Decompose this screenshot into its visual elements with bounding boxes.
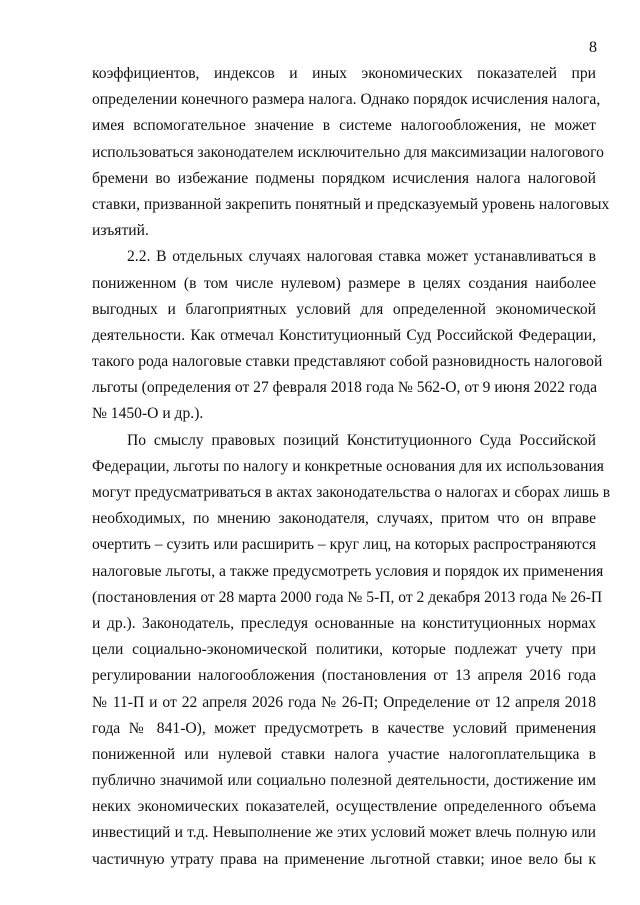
text-line: определении конечного размера налога. Однако порядок исчисления налога,: [92, 91, 601, 109]
text-line: пониженной или нулевой ставки налога участие налогоплательщика в: [92, 745, 596, 763]
text-line: льготы (определения от 27 февраля 2018 года № 562-О, от 9 июня 2022 года: [92, 379, 598, 397]
text-line: частичную утрату права на применение льготной ставки; иное вело бы к: [92, 850, 596, 868]
text-line: необходимых, по мнению законодателя, случаях, притом что он вправе: [92, 510, 596, 528]
text-line: изъятий.: [92, 222, 149, 240]
text-line: (постановления от 28 марта 2000 года № 5-П, от 2 декабря 2013 года № 26-П: [92, 588, 603, 606]
text-line: ставки, призванной закрепить понятный и предсказуемый уровень налоговых: [92, 195, 610, 213]
text-line: 2.2. В отдельных случаях налоговая ставка может устанавливаться в: [127, 248, 596, 266]
text-line: № 11-П и от 22 апреля 2026 года № 26-П; Определение от 12 апреля 2018: [92, 693, 596, 711]
text-line: года № 841-О), может предусмотреть в качестве условий применения: [92, 719, 596, 737]
paragraph-2: [92, 244, 603, 427]
text-line: использоваться законодателем исключительно для максимизации налогового: [92, 143, 604, 161]
text-line: публично значимой или социально полезной деятельности, достижение им: [92, 772, 596, 790]
text-line: пониженном (в том числе нулевом) размере в целях создания наиболее: [92, 274, 596, 292]
text-line: По смыслу правовых позиций Конституционного Суда Российской: [127, 431, 596, 449]
text-line: регулировании налогообложения (постановления от 13 апреля 2016 года: [92, 667, 596, 685]
text-line: налоговые льготы, а также предусмотреть условия и порядок их применения: [92, 562, 604, 580]
text-line: имея вспомогательное значение в системе налогообложения, не может: [92, 117, 596, 135]
text-line: очертить – сузить или расширить – круг лиц, на которых распространяются: [92, 536, 596, 554]
paragraph-1: [92, 61, 610, 244]
text-line: могут предусматриваться в актах законодательства о налогах и сборах лишь в: [92, 484, 611, 501]
text-line: коэффициентов, индексов и иных экономических показателей при: [92, 65, 596, 82]
text-line: неких экономических показателей, осуществление определенного объема: [92, 798, 596, 816]
text-line: выгодных и благоприятных условий для определенной экономической: [92, 300, 596, 318]
page-number: 8: [589, 39, 597, 56]
text-line: бремени во избежание подмены порядком исчисления налога налоговой: [92, 169, 596, 187]
document-body: [92, 61, 611, 873]
text-line: и др.). Законодатель, преследуя основанные на конституционных нормах: [92, 614, 596, 632]
text-line: цели социально-экономической политики, которые подлежат учету при: [92, 641, 596, 659]
paragraph-3: [92, 428, 611, 873]
text-line: № 1450-О и др.).: [92, 405, 204, 423]
text-line: деятельности. Как отмечал Конституционный Суд Российской Федерации,: [92, 326, 596, 344]
text-line: такого рода налоговые ставки представляют собой разновидность налоговой: [92, 353, 603, 371]
text-line: Федерации, льготы по налогу и конкретные основания для их использования: [92, 457, 604, 475]
text-line: инвестиций и т.д. Невыполнение же этих условий может влечь полную или: [92, 824, 596, 842]
